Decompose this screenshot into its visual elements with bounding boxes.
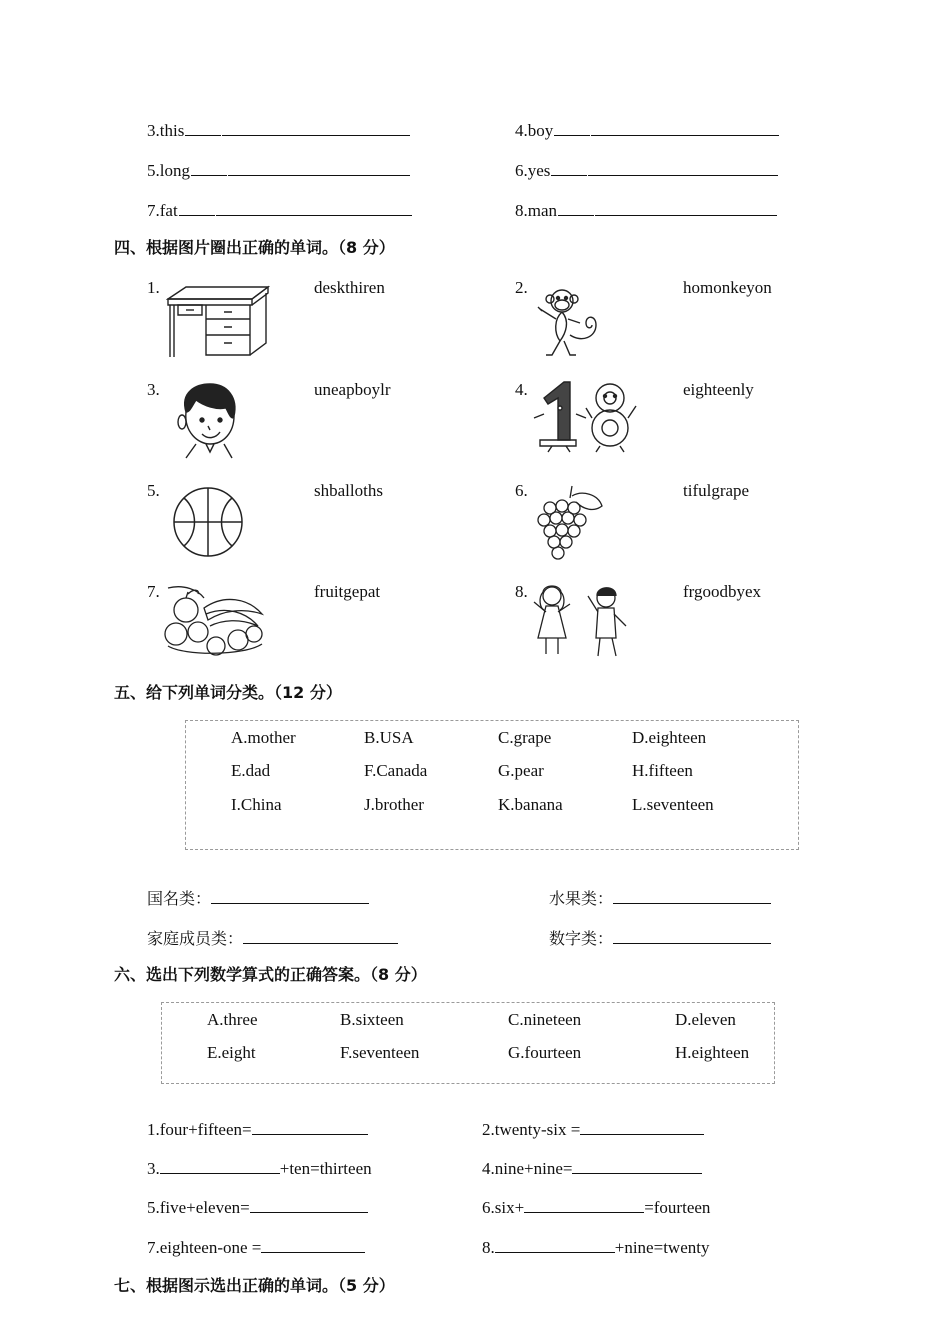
question-text: 7.eighteen-one = [147,1238,262,1257]
number-eighteen-icon [530,378,642,454]
item-number: 5. [147,481,160,500]
antonym-item-3 [147,119,410,141]
category-family [147,927,398,949]
letter-string: homonkeyon [683,278,772,297]
word-option: L.seventeen [632,795,714,814]
math-question-2 [482,1118,704,1140]
item-number: 3. [147,380,160,399]
antonym-word: 3.this [147,121,185,140]
item-number: 6. [515,481,528,500]
question-text: 4.nine+nine= [482,1159,573,1178]
question-text-after: +ten=thirteen [279,1159,372,1178]
item-number: 1. [147,278,160,297]
dash [554,125,590,136]
word-option: J.brother [364,795,424,814]
item-number: 2. [515,278,528,297]
answer-blank[interactable] [591,119,779,136]
answer-blank[interactable] [572,1157,702,1174]
answer-blank[interactable] [613,927,771,944]
answer-option: C.nineteen [508,1010,582,1029]
letter-string: fruitgepat [314,582,381,601]
word-option: D.eighteen [632,728,707,747]
answer-blank[interactable] [580,1118,704,1135]
question-text-after: +nine=twenty [614,1238,710,1257]
letter-string: shballoths [314,481,383,500]
antonym-word: 7.fat [147,201,178,220]
answer-blank[interactable] [250,1196,368,1213]
word-option: G.pear [498,761,544,780]
answer-option: F.seventeen [340,1043,420,1062]
answer-option: H.eighteen [675,1043,750,1062]
question-text-before: 6.six+ [482,1198,525,1217]
antonym-item-4 [515,119,779,141]
letter-string: deskthiren [314,278,385,297]
word-option: E.dad [231,761,271,780]
dash [551,165,587,176]
answer-option: E.eight [207,1043,256,1062]
category-country [147,887,369,909]
math-question-1 [147,1118,368,1140]
item-number: 8. [515,582,528,601]
math-question-3 [147,1157,372,1179]
ball-icon [172,486,244,558]
word-option: A.mother [231,728,296,747]
section-7-heading: 七、根据图示选出正确的单词。（5 分） [114,1276,395,1295]
antonym-word: 6.yes [515,161,551,180]
dash [191,165,227,176]
answer-blank[interactable] [495,1236,615,1253]
desk-icon [166,285,270,359]
math-question-5 [147,1196,368,1218]
answer-option: D.eleven [675,1010,736,1029]
antonym-word: 4.boy [515,121,554,140]
category-number [549,927,771,949]
answer-option: B.sixteen [340,1010,404,1029]
letter-string: frgoodbyex [683,582,762,601]
monkey-icon [530,285,604,359]
question-text: 5.five+eleven= [147,1198,250,1217]
antonym-word: 8.man [515,201,558,220]
math-question-8 [482,1236,709,1258]
answer-blank[interactable] [228,159,410,176]
math-question-6 [482,1196,710,1218]
answer-blank[interactable] [524,1196,644,1213]
grape-icon [536,484,606,560]
item-number: 4. [515,380,528,399]
math-question-7 [147,1236,365,1258]
question-text-before: 8. [482,1238,495,1257]
category-label: 水果类： [549,889,614,908]
goodbye-kids-icon [530,582,634,658]
dash [558,205,594,216]
item-number: 7. [147,582,160,601]
category-label: 家庭成员类： [147,929,244,948]
antonym-item-5 [147,159,410,181]
antonym-item-6 [515,159,778,181]
section-6-heading: 六、选出下列数学算式的正确答案。（8 分） [114,965,427,984]
dash [179,205,215,216]
antonym-item-8 [515,199,777,221]
answer-blank[interactable] [160,1157,280,1174]
answer-blank[interactable] [261,1236,365,1253]
dash [185,125,221,136]
category-label: 数字类： [549,929,614,948]
answer-blank[interactable] [211,887,369,904]
letter-string: tifulgrape [683,481,750,500]
question-text-after: =fourteen [644,1198,711,1217]
category-label: 国名类： [147,889,212,908]
antonym-item-7 [147,199,412,221]
word-option: C.grape [498,728,552,747]
answer-blank[interactable] [613,887,771,904]
answer-blank[interactable] [595,199,777,216]
answer-blank[interactable] [243,927,398,944]
question-text-before: 3. [147,1159,160,1178]
boy-icon [176,382,240,460]
word-option: I.China [231,795,282,814]
word-option: B.USA [364,728,414,747]
answer-blank[interactable] [252,1118,368,1135]
answer-blank[interactable] [222,119,410,136]
word-option: F.Canada [364,761,428,780]
answer-option: A.three [207,1010,258,1029]
letter-string: uneapboylr [314,380,391,399]
section-5-heading: 五、给下列单词分类。（12 分） [114,683,342,702]
category-fruit [549,887,771,909]
question-text: 1.four+fifteen= [147,1120,252,1139]
section-4-heading: 四、根据图片圈出正确的单词。（8 分） [114,238,395,257]
letter-string: eighteenly [683,380,754,399]
word-option: H.fifteen [632,761,693,780]
answer-blank[interactable] [216,199,412,216]
question-text: 2.twenty-six = [482,1120,581,1139]
answer-option: G.fourteen [508,1043,582,1062]
answer-blank[interactable] [588,159,778,176]
antonym-word: 5.long [147,161,190,180]
math-question-4 [482,1157,702,1179]
word-option: K.banana [498,795,563,814]
fruit-icon [164,584,264,656]
